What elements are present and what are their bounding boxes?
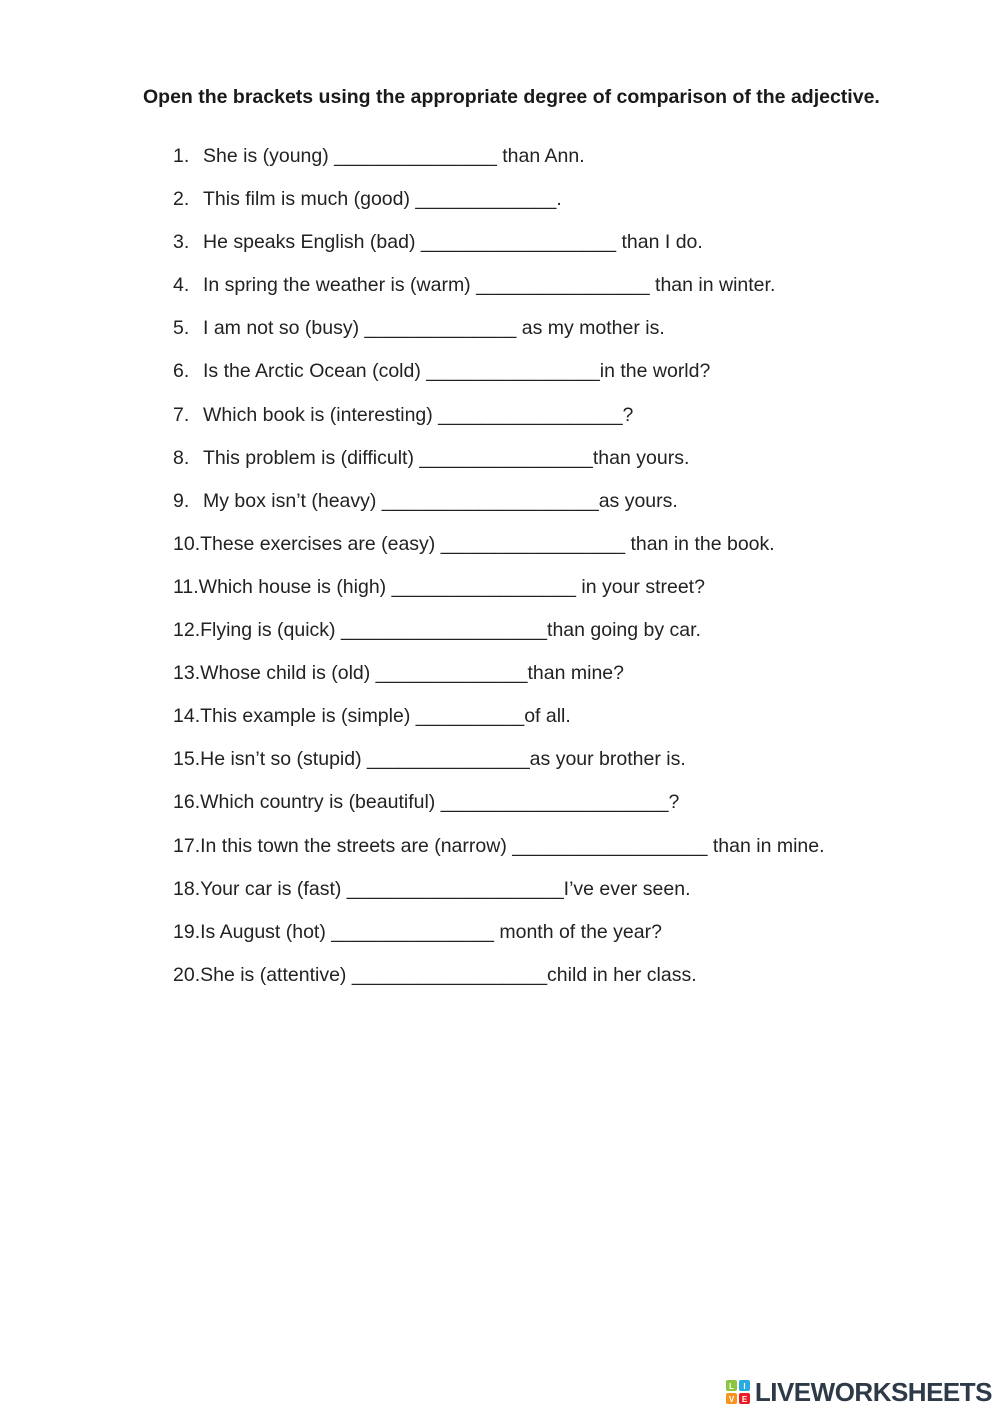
exercise-item xyxy=(173,269,963,312)
exercise-item xyxy=(173,700,963,743)
item-text: He speaks English (bad) __________________ than I do. xyxy=(203,231,703,254)
exercise-item xyxy=(173,140,963,183)
exercise-item xyxy=(173,571,963,614)
item-number: 15. xyxy=(173,748,201,771)
item-number: 6. xyxy=(173,360,190,383)
item-number: 14. xyxy=(173,705,201,728)
item-text: She is (young) _______________ than Ann. xyxy=(203,145,585,167)
item-text: This problem is (difficult) ________________than yours. xyxy=(203,446,690,469)
item-text: In spring the weather is (warm) ________________ than in winter. xyxy=(203,274,776,297)
item-number: 19. xyxy=(173,920,201,943)
item-text: I am not so (busy) ______________ as my mother is. xyxy=(203,317,665,340)
svg-text:L: L xyxy=(728,1382,734,1391)
item-text: In this town the streets are (narrow) __________________ than in mine. xyxy=(200,834,825,857)
item-number: 5. xyxy=(173,317,190,340)
exercise-item xyxy=(173,830,963,873)
item-text: Which house is (high) _________________ in your street? xyxy=(198,575,705,598)
item-number: 4. xyxy=(173,274,190,297)
exercise-item xyxy=(173,183,963,226)
item-number: 2. xyxy=(173,188,190,211)
item-text: She is (attentive) __________________child in her class. xyxy=(200,963,697,986)
item-number: 17. xyxy=(173,834,201,857)
item-number: 9. xyxy=(173,489,190,512)
item-number: 11. xyxy=(173,575,199,598)
item-number: 8. xyxy=(173,446,190,469)
exercise-item xyxy=(173,226,963,269)
exercise-item xyxy=(173,873,963,916)
exercise-item xyxy=(173,657,963,700)
exercise-item xyxy=(173,312,963,355)
item-number: 12. xyxy=(173,619,201,642)
item-text: Whose child is (old) ______________than mine? xyxy=(200,662,624,685)
exercise-item xyxy=(173,743,963,786)
exercise-item xyxy=(173,959,963,1002)
exercise-item xyxy=(173,916,963,959)
liveworksheets-logo-icon xyxy=(725,1379,751,1405)
exercise-item xyxy=(173,786,963,829)
item-number: 18. xyxy=(173,877,201,900)
item-text: Is the Arctic Ocean (cold) ________________in the world? xyxy=(203,360,711,383)
item-text: This film is much (good) _____________. xyxy=(203,188,562,211)
exercise-item xyxy=(173,485,963,528)
item-text: Is August (hot) _______________ month of the year? xyxy=(200,920,662,943)
item-number: 1. xyxy=(173,145,190,167)
liveworksheets-logo-text: LIVEWORKSHEETS xyxy=(754,1376,992,1407)
instruction-heading: Open the brackets using the appropriate degree of comparison of the adjective. xyxy=(143,86,880,108)
svg-text:E: E xyxy=(741,1395,748,1404)
exercise-item xyxy=(173,442,963,485)
item-text: Which country is (beautiful) _____________________? xyxy=(200,791,680,814)
item-text: This example is (simple) __________of all. xyxy=(200,705,571,728)
item-text: He isn’t so (stupid) _______________as your brother is. xyxy=(200,748,686,771)
item-number: 7. xyxy=(173,403,190,426)
liveworksheets-logo xyxy=(725,1377,992,1407)
item-number: 10. xyxy=(173,532,201,555)
exercise-list xyxy=(173,140,963,1002)
item-text: Which book is (interesting) _________________? xyxy=(203,403,634,426)
item-number: 20. xyxy=(173,963,201,986)
exercise-item xyxy=(173,355,963,398)
exercise-item xyxy=(173,614,963,657)
item-text: Flying is (quick) ___________________than going by car. xyxy=(200,619,701,642)
svg-text:I: I xyxy=(743,1382,746,1391)
item-text: Your car is (fast) ____________________I’ve ever seen. xyxy=(200,877,691,900)
item-number: 13. xyxy=(173,662,201,685)
exercise-item xyxy=(173,399,963,442)
svg-text:V: V xyxy=(728,1395,735,1404)
item-text: These exercises are (easy) _________________ than in the book. xyxy=(200,532,775,555)
exercise-item xyxy=(173,528,963,571)
item-number: 16. xyxy=(173,791,201,814)
item-text: My box isn’t (heavy) ____________________as yours. xyxy=(203,489,678,512)
item-number: 3. xyxy=(173,231,190,254)
